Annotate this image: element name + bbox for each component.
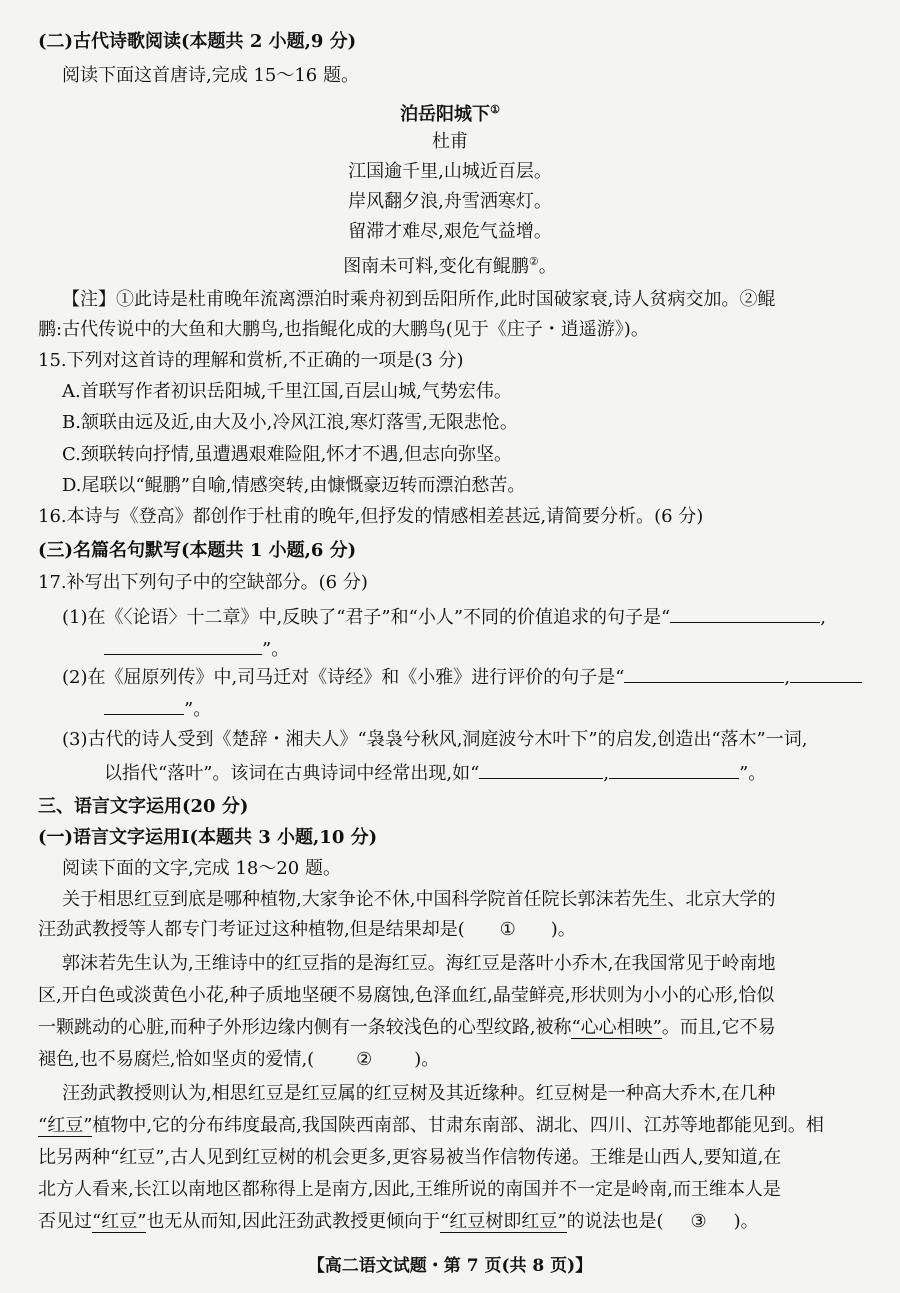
question-17-item-1 xyxy=(62,604,826,630)
poem-note-line-2: 鹏:古代传说中的大鱼和大鹏鸟,也指鲲化成的大鹏鸟(见于《庄子・逍遥游》)。 xyxy=(38,319,649,340)
close-quote: ”。 xyxy=(739,763,767,784)
close-quote: ”。 xyxy=(184,699,212,720)
answer-blank[interactable] xyxy=(790,664,862,683)
passage-p1-line-1: 关于相思红豆到底是哪种植物,大家争论不休,中国科学院首任院长郭沫若先生、北京大学的 xyxy=(62,889,776,910)
passage-p3-line-5 xyxy=(38,1210,759,1234)
underlined-phrase: “心心相映” xyxy=(571,1017,662,1038)
passage-p2-line-4 xyxy=(38,1048,439,1072)
question-15-option-d: D.尾联以“鲲鹏”自喻,情感突转,由慷慨豪迈转而漂泊愁苦。 xyxy=(62,475,526,496)
poem-title xyxy=(0,98,900,127)
blank-marker-2: ② xyxy=(356,1049,373,1070)
poem-author: 杜甫 xyxy=(432,131,468,152)
question-15-stem: 15.下列对这首诗的理解和赏析,不正确的一项是(3 分) xyxy=(38,350,464,371)
poem-line-2: 岸风翻夕浪,舟雪洒寒灯。 xyxy=(348,191,552,212)
passage-text: )。 xyxy=(550,919,576,940)
poem-line-4-text: 图南未可料,变化有鲲鹏 xyxy=(343,256,529,277)
poem-line-4 xyxy=(0,250,900,279)
close-quote: ”。 xyxy=(262,639,290,660)
passage-text: 一颗跳动的心脏,而种子外形边缘内侧有一条较浅色的心型纹路,被称 xyxy=(38,1017,572,1038)
part-3-subheading: (一)语言文字运用Ⅰ(本题共 3 小题,10 分) xyxy=(38,827,378,848)
question-15-option-a: A.首联写作者初识岳阳城,千里江国,百层山城,气势宏伟。 xyxy=(62,381,512,402)
passage-p3-line-3: 比另两种“红豆”,古人见到红豆树的机会更多,更容易被当作信物传递。王维是山西人,要知道,在 xyxy=(38,1147,782,1168)
underlined-phrase: “红豆树即红豆” xyxy=(440,1211,567,1232)
passage-text: 。而且,它不易 xyxy=(661,1017,776,1038)
underlined-phrase: “红豆” xyxy=(92,1211,147,1232)
question-17-item-2-cont xyxy=(104,696,211,722)
answer-blank[interactable] xyxy=(479,760,603,779)
answer-blank[interactable] xyxy=(609,760,739,779)
passage-p2-line-3 xyxy=(38,1016,776,1040)
comma: , xyxy=(784,667,791,688)
blank-marker-3: ③ xyxy=(690,1211,707,1232)
passage-text: )。 xyxy=(733,1211,759,1232)
section-2-heading: (二)古代诗歌阅读(本题共 2 小题,9 分) xyxy=(38,31,357,52)
poem-title-note-mark: ① xyxy=(490,103,500,116)
passage-p2-line-2: 区,开白色或淡黄色小花,种子质地坚硬不易腐蚀,色泽血红,晶莹鲜亮,形状则为小小的心形,恰似 xyxy=(38,985,775,1006)
section-2-instruction: 阅读下面这首唐诗,完成 15～16 题。 xyxy=(62,65,359,86)
question-17-item-2-text: (2)在《屈原列传》中,司马迁对《诗经》和《小雅》进行评价的句子是“ xyxy=(62,667,625,688)
passage-text: 的说法也是( xyxy=(566,1211,664,1232)
passage-p3-line-1: 汪劲武教授则认为,相思红豆是红豆属的红豆树及其近缘种。红豆树是一种高大乔木,在几种 xyxy=(62,1083,776,1104)
answer-blank[interactable] xyxy=(624,664,784,683)
poem-line-1: 江国逾千里,山城近百层。 xyxy=(348,161,552,182)
page-footer: 【高二语文试题・第 7 页(共 8 页)】 xyxy=(307,1256,593,1276)
passage-p3-line-4: 北方人看来,长江以南地区都称得上是南方,因此,王维所说的南国并不一定是岭南,而王维本人是 xyxy=(38,1179,781,1200)
question-17-item-1-cont xyxy=(104,636,289,662)
question-17-item-3-cont xyxy=(104,760,766,786)
poem-line-4-end: 。 xyxy=(538,256,557,277)
passage-text: 否见过 xyxy=(38,1211,92,1232)
question-17-item-2 xyxy=(62,664,862,690)
answer-blank[interactable] xyxy=(104,636,262,655)
question-16: 16.本诗与《登高》都创作于杜甫的晚年,但抒发的情感相差甚远,请简要分析。(6 分) xyxy=(38,506,704,527)
comma: , xyxy=(603,763,610,784)
passage-text: 植物中,它的分布纬度最高,我国陕西南部、甘肃东南部、湖北、四川、江苏等地都能见到。相 xyxy=(92,1115,824,1136)
passage-text: 褪色,也不易腐烂,恰如坚贞的爱情,( xyxy=(38,1049,315,1070)
poem-note-line-1: 【注】①此诗是杜甫晚年流离漂泊时乘舟初到岳阳所作,此时国破家衰,诗人贫病交加。②鲲 xyxy=(62,289,776,310)
passage-text: 也无从而知,因此汪劲武教授更倾向于 xyxy=(146,1211,441,1232)
part-3-instruction: 阅读下面的文字,完成 18～20 题。 xyxy=(62,858,341,879)
question-17-item-3-text: 以指代“落叶”。该词在古典诗词中经常出现,如“ xyxy=(104,763,480,784)
underlined-phrase: “红豆” xyxy=(38,1115,93,1136)
question-17-item-1-text: (1)在《〈论语〉十二章》中,反映了“君子”和“小人”不同的价值追求的句子是“ xyxy=(62,607,671,628)
passage-p2-line-1: 郭沫若先生认为,王维诗中的红豆指的是海红豆。海红豆是落叶小乔木,在我国常见于岭南地 xyxy=(62,953,776,974)
answer-blank[interactable] xyxy=(670,604,820,623)
answer-blank[interactable] xyxy=(104,696,184,715)
section-3-heading: (三)名篇名句默写(本题共 1 小题,6 分) xyxy=(38,540,357,561)
passage-p1-line-2 xyxy=(38,918,576,942)
question-15-option-c: C.颈联转向抒情,虽遭遇艰难险阻,怀才不遇,但志向弥坚。 xyxy=(62,444,513,465)
blank-marker-1: ① xyxy=(499,919,516,940)
poem-title-text: 泊岳阳城下 xyxy=(400,104,491,125)
passage-text: 汪劲武教授等人都专门考证过这种植物,但是结果却是( xyxy=(38,919,465,940)
question-17-item-3: (3)古代的诗人受到《楚辞・湘夫人》“袅袅兮秋风,洞庭波兮木叶下”的启发,创造出“落木”一词, xyxy=(62,729,808,750)
passage-p3-line-2 xyxy=(38,1114,824,1138)
question-17-stem: 17.补写出下列句子中的空缺部分。(6 分) xyxy=(38,572,368,593)
passage-text: )。 xyxy=(414,1049,440,1070)
question-15-option-b: B.颔联由远及近,由大及小,冷风江浪,寒灯落雪,无限悲怆。 xyxy=(62,412,518,433)
poem-line-3: 留滞才难尽,艰危气益增。 xyxy=(348,221,552,242)
poem-line-4-note-mark: ② xyxy=(528,255,539,268)
comma: , xyxy=(820,607,826,628)
part-3-heading: 三、语言文字运用(20 分) xyxy=(38,796,249,817)
